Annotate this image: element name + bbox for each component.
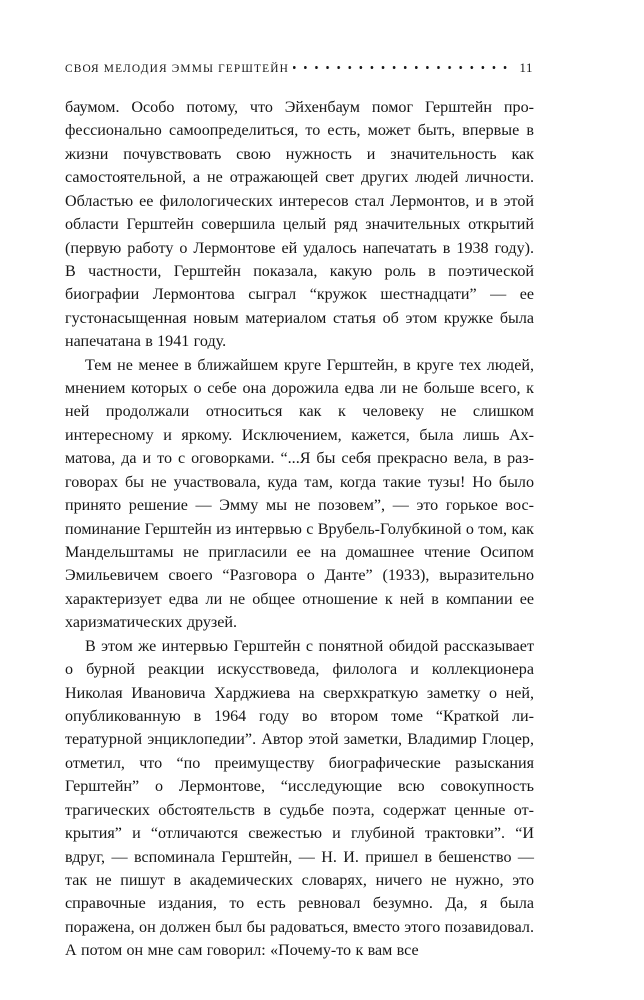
running-head-title: СВОЯ МЕЛОДИЯ ЭММЫ ГЕРШТЕЙН <box>65 63 290 75</box>
paragraph: В этом же интервью Герштейн с понятной обидой рассказывает о бурной реакции искусствоведа, филолога и коллекционера Николая Ивановича Харджиева на сверхкраткую заметку о ней, опубликованную в 1964 году во втором томе “Краткой литературной энциклопедии”. Автор этой заметки, Владимир Глоцер, отметил, что “по преимуществу биографические разыскания Герштейн” о Лермонтове, “исследующие всю совокупность трагических обстоятельств в судьбе поэта, содержат ценные открытия” и “отличаются свежестью и глубиной трактовки”. “И вдруг, — вспоминала Герштейн, — Н. И. пришел в бешенство — так не пишут в академических словарях, ничего не нужно, это справочные издания, то есть ревновал безумно. Да, я была поражена, он должен был бы радоваться, вместо этого позавидовал. А потом он мне сам говорил: «Почему-то к вам все <box>65 637 534 960</box>
paragraph: баумом. Особо потому, что Эйхенбаум помог Герштейн профессионально самоопределиться, то есть, может быть, впервые в жизни почувствовать свою нужность и значительность как самостоятельной, а не отражающей свет других людей личности. Областью ее филологических интересов стал Лермонтов, и в этой области Герштейн совершила целый ряд значительных открытий (первую работу о Лермонтове ей удалось напечатать в 1938 году). В частности, Герштейн показала, какую роль в поэтической биографии Лермонтова сыграл “кружок шестнадцати” — ее густонасыщенная новым материалом статья об этом кружке была напечатана в 1941 году. <box>65 99 534 351</box>
page-number: 11 <box>519 61 533 75</box>
body-text-block <box>65 96 534 963</box>
running-head <box>65 61 533 79</box>
dot-leader-icon <box>293 61 510 72</box>
paragraph: Тем не менее в ближайшем круге Герштейн, в круге тех людей, мнением которых о себе она дорожила едва ли не больше всего, к ней продолжали относиться как к человеку не слишком интересному и яркому. Исключением, кажется, была лишь Ахматова, да и то с оговорками. “...Я бы себя прекрасно вела, в разговорах бы не участвовала, куда там, когда такие тузы! Но было принято решение — Эмму мы не позовем”, — это горькое воспоминание Герштейн из интервью с Врубель-Голубкиной о том, как Мандельштамы не пригласили ее на домашнее чтение Осипом Эмильевичем своего “Разговора о Данте” (1933), выразительно характеризует едва ли не общее отношение к ней в компании ее харизматических друзей. <box>65 356 534 632</box>
